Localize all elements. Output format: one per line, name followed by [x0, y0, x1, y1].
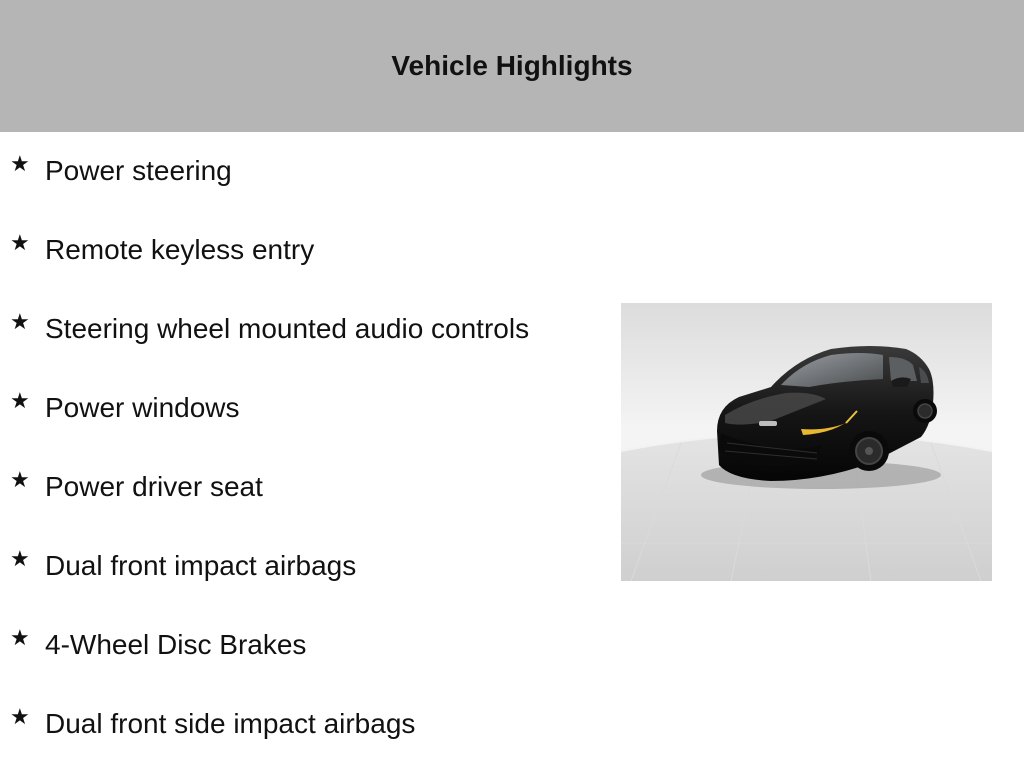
highlight-label: Remote keyless entry	[45, 234, 315, 265]
star-icon: ★	[10, 547, 30, 572]
star-icon: ★	[10, 389, 30, 414]
highlight-label: Dual front impact airbags	[45, 550, 357, 581]
list-item	[0, 527, 600, 606]
highlight-label: Power windows	[45, 392, 240, 423]
highlight-label: Power driver seat	[45, 471, 263, 502]
star-icon: ★	[10, 231, 30, 256]
highlight-label: 4-Wheel Disc Brakes	[45, 629, 307, 660]
star-icon: ★	[10, 152, 30, 177]
list-item	[0, 448, 600, 527]
list-item	[0, 369, 600, 448]
highlights-list	[0, 132, 600, 764]
star-icon: ★	[10, 705, 30, 730]
list-item	[0, 290, 600, 369]
highlight-label: Dual front side impact airbags	[45, 708, 416, 739]
list-item	[0, 132, 600, 211]
star-icon: ★	[10, 468, 30, 493]
highlight-label: Power steering	[45, 155, 232, 186]
page-title: Vehicle Highlights	[391, 50, 633, 81]
vehicle-photo	[621, 303, 992, 581]
page-header	[0, 0, 1024, 132]
list-item	[0, 606, 600, 685]
list-item	[0, 211, 600, 290]
list-item	[0, 685, 600, 764]
star-icon: ★	[10, 310, 30, 335]
star-icon: ★	[10, 626, 30, 651]
highlight-label: Steering wheel mounted audio controls	[45, 313, 530, 344]
